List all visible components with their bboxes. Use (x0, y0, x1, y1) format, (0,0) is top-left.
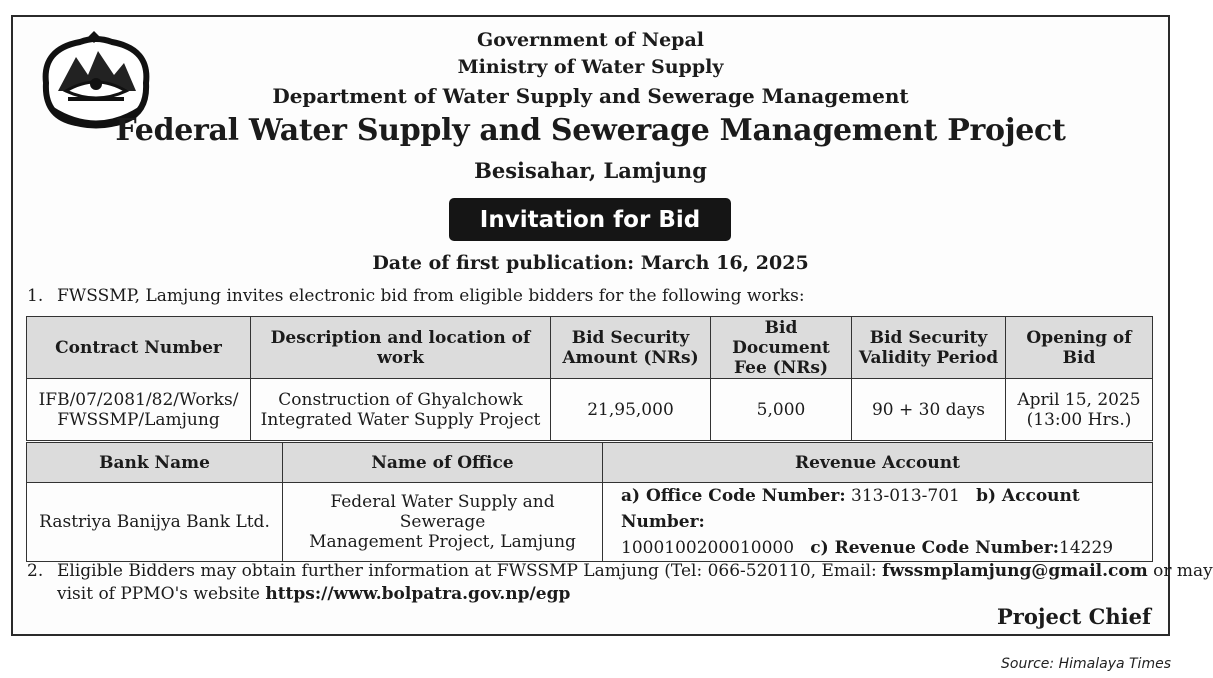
works-table-header (27, 317, 1153, 379)
contract-line2: FWSSMP/Lamjung (57, 409, 220, 430)
header-ministry: Ministry of Water Supply (457, 56, 724, 78)
revenue-code-label: c) Revenue Code Number: (810, 538, 1059, 558)
table-row (27, 379, 1153, 441)
table-row (27, 483, 1153, 562)
account-number-label: b) Account Number: (621, 486, 1080, 532)
header-contract-number: Contract Number (27, 317, 251, 379)
header-bank-name: Bank Name (27, 443, 283, 483)
ppmo-website: https://www.bolpatra.gov.np/egp (265, 584, 571, 604)
header-description: Description and location of work (251, 317, 551, 379)
cell-bid-security: 21,95,000 (551, 379, 711, 441)
header-document-fee (711, 317, 852, 379)
opening-time: (13:00 Hrs.) (1026, 409, 1132, 430)
header-validity-l2: Validity Period (858, 347, 999, 368)
header-validity-l1: Bid Security (869, 327, 988, 348)
office-line1: Federal Water Supply and Sewerage (330, 492, 555, 532)
header-department: Department of Water Supply and Sewerage Management (272, 84, 909, 108)
contact-email: fwssmplamjung@gmail.com (882, 561, 1148, 581)
cell-contract-number (27, 379, 251, 441)
bank-table-header (27, 443, 1153, 483)
item1-text: FWSSMP, Lamjung invites electronic bid from eligible bidders for the following works: (57, 286, 805, 306)
description-line2: Integrated Water Supply Project (260, 409, 541, 430)
cell-opening (1006, 379, 1153, 441)
item2-line2 (57, 584, 570, 604)
cell-office-name (283, 483, 603, 562)
header-revenue-account: Revenue Account (603, 443, 1153, 483)
publication-date: Date of first publication: March 16, 2025 (372, 252, 809, 274)
header-validity (852, 317, 1006, 379)
opening-date: April 15, 2025 (1017, 389, 1141, 410)
header-opening: Opening of Bid (1006, 317, 1153, 379)
source-credit: Source: Himalaya Times (1001, 656, 1171, 672)
cell-document-fee: 5,000 (711, 379, 852, 441)
header-government: Government of Nepal (477, 29, 704, 51)
contract-line1: IFB/07/2081/82/Works/ (38, 389, 239, 410)
account-number-value: 1000100200010000 (621, 538, 795, 558)
item2-text-2: visit of PPMO's website (57, 584, 260, 604)
header-bid-security-l1: Bid Security (571, 327, 690, 348)
header-bid-security (551, 317, 711, 379)
signatory: Project Chief (997, 604, 1151, 629)
header-document-fee-l1: Bid Document (732, 317, 830, 358)
office-code-value: 313-013-701 (851, 486, 960, 506)
item2-text-end: or may (1153, 561, 1213, 581)
header-bid-security-l2: Amount (NRs) (562, 347, 699, 368)
header-location: Besisahar, Lamjung (474, 158, 707, 183)
works-table (26, 316, 1153, 441)
header-office-name: Name of Office (283, 443, 603, 483)
cell-revenue-account (603, 483, 1153, 562)
cell-bank-name: Rastriya Banijya Bank Ltd. (27, 483, 283, 562)
office-line2: Management Project, Lamjung (309, 532, 576, 552)
notice-title: Invitation for Bid (449, 198, 731, 241)
header-document-fee-l2: Fee (NRs) (733, 357, 828, 378)
item2-text: Eligible Bidders may obtain further information at FWSSMP Lamjung (Tel: 066-520110, Email: (57, 561, 877, 581)
item1-number: 1. (27, 286, 44, 306)
header-project: Federal Water Supply and Sewerage Management Project (115, 113, 1066, 148)
office-code-label: a) Office Code Number: (621, 486, 846, 506)
item2-line1 (57, 561, 1213, 581)
cell-description (251, 379, 551, 441)
revenue-code-value: 14229 (1059, 538, 1114, 558)
description-line1: Construction of Ghyalchowk (278, 389, 523, 410)
item2-number: 2. (27, 561, 44, 581)
bank-table (26, 442, 1153, 562)
cell-validity: 90 + 30 days (852, 379, 1006, 441)
